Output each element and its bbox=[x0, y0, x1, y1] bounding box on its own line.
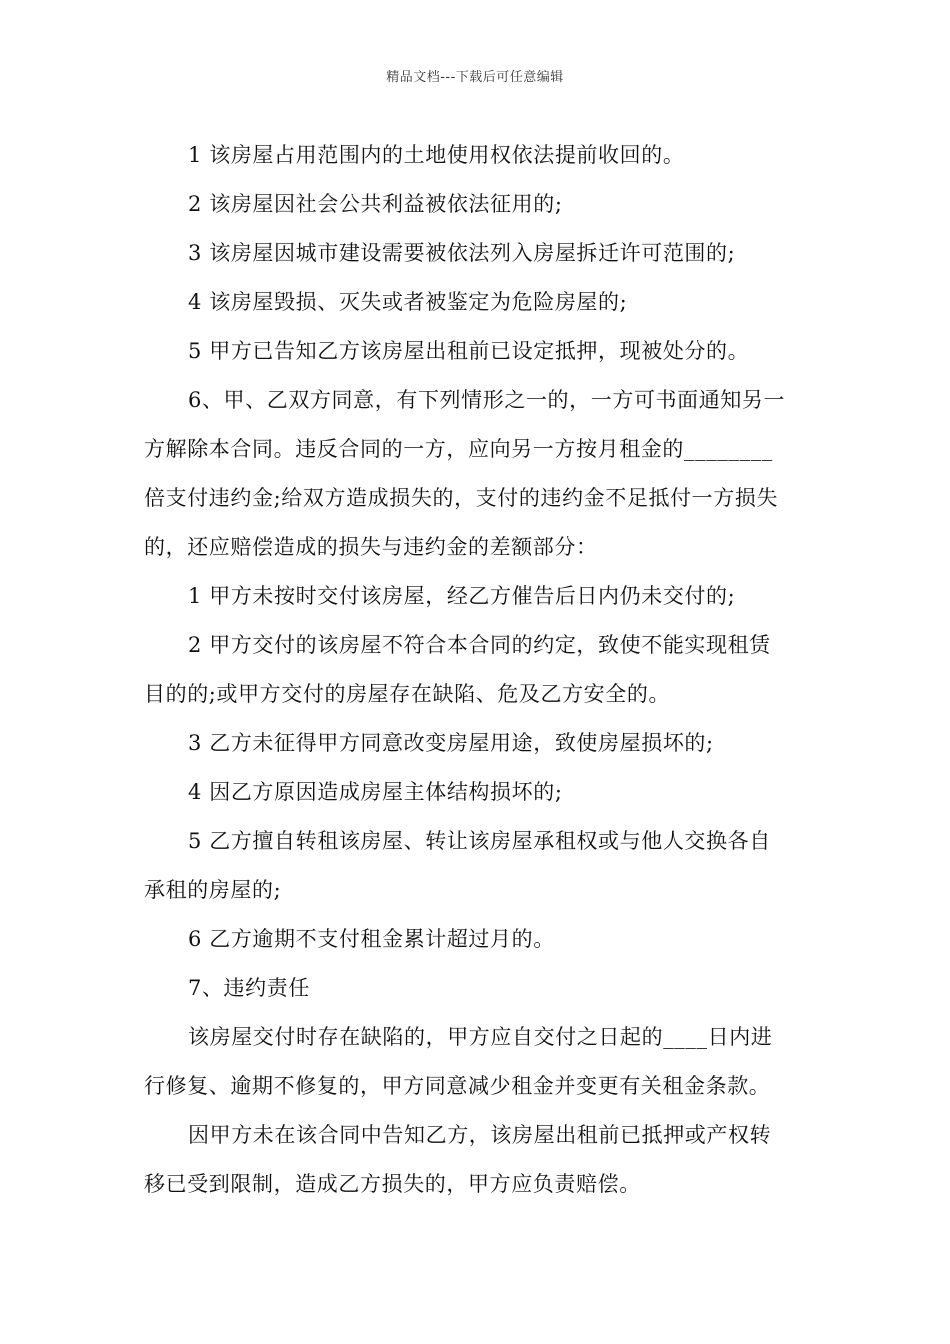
paragraph-line: 行修复、逾期不修复的，甲方同意减少租金并变更有关租金条款。 bbox=[144, 1074, 771, 1098]
page-header: 精品文档---下载后可任意编辑 bbox=[386, 70, 564, 85]
paragraph-line: 4 该房屋毁损、灭失或者被鉴定为危险房屋的; bbox=[188, 290, 628, 314]
paragraph-line: 6、甲、乙双方同意，有下列情形之一的，一方可书面通知另一 bbox=[188, 388, 786, 412]
paragraph-line: 3 该房屋因城市建设需要被依法列入房屋拆迁许可范围的; bbox=[188, 241, 736, 265]
paragraph-line: 目的的;或甲方交付的房屋存在缺陷、危及乙方安全的。 bbox=[144, 682, 671, 706]
document-body bbox=[144, 131, 809, 1209]
paragraph-line: 该房屋交付时存在缺陷的，甲方应自交付之日起的____日内进 bbox=[188, 1025, 773, 1049]
paragraph-line: 5 乙方擅自转租该房屋、转让该房屋承租权或与他人交换各自 bbox=[188, 829, 771, 853]
paragraph-line: 1 甲方未按时交付该房屋，经乙方催告后日内仍未交付的; bbox=[188, 584, 736, 608]
paragraph-line: 因甲方未在该合同中告知乙方，该房屋出租前已抵押或产权转 bbox=[188, 1123, 772, 1147]
paragraph-line: 移已受到限制，造成乙方损失的，甲方应负责赔偿。 bbox=[144, 1172, 641, 1196]
paragraph-line: 方解除本合同。违反合同的一方，应向另一方按月租金的________ bbox=[144, 437, 773, 461]
paragraph-line: 1 该房屋占用范围内的土地使用权依法提前收回的。 bbox=[188, 143, 685, 167]
section-heading: 7、违约责任 bbox=[188, 976, 310, 1000]
paragraph-line: 倍支付违约金;给双方造成损失的，支付的违约金不足抵付一方损失 bbox=[144, 486, 779, 510]
paragraph-line: 的，还应赔偿造成的损失与违约金的差额部分： bbox=[144, 535, 598, 559]
paragraph-line: 3 乙方未征得甲方同意改变房屋用途，致使房屋损坏的; bbox=[188, 731, 714, 755]
paragraph-line: 承租的房屋的; bbox=[144, 878, 282, 902]
paragraph-line: 2 甲方交付的该房屋不符合本合同的约定，致使不能实现租赁 bbox=[188, 633, 771, 657]
paragraph-line: 4 因乙方原因造成房屋主体结构损坏的; bbox=[188, 780, 563, 804]
paragraph-line: 2 该房屋因社会公共利益被依法征用的; bbox=[188, 192, 563, 216]
paragraph-line: 5 甲方已告知乙方该房屋出租前已设定抵押，现被处分的。 bbox=[188, 339, 750, 363]
paragraph-line: 6 乙方逾期不支付租金累计超过月的。 bbox=[188, 927, 555, 951]
